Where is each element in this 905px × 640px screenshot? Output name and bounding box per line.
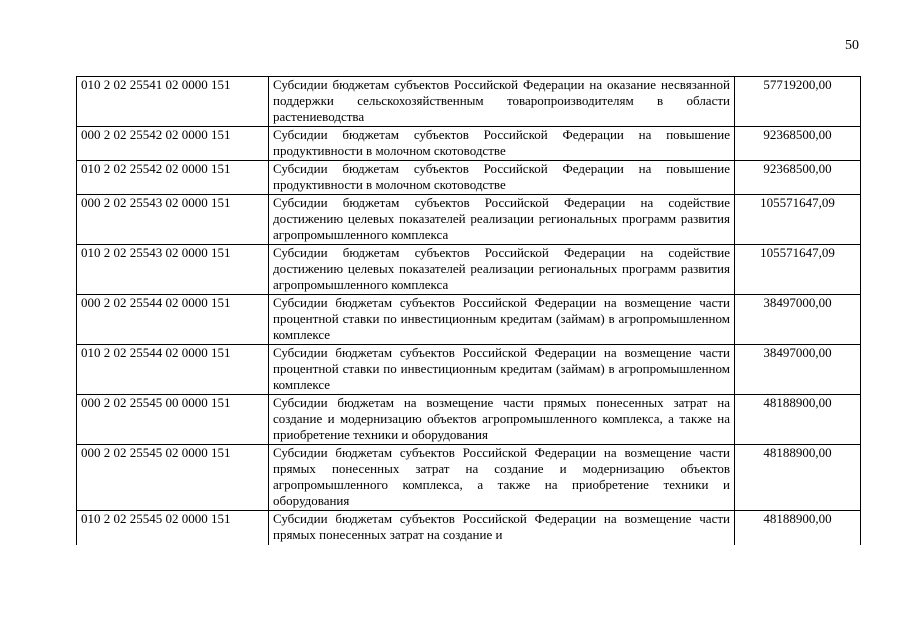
description-cell — [269, 511, 735, 546]
amount-cell: 38497000,00 — [735, 345, 861, 395]
budget-code-cell: 000 2 02 25544 02 0000 151 — [77, 295, 269, 345]
amount-cell: 48188900,00 — [735, 445, 861, 511]
budget-code-cell: 000 2 02 25545 00 0000 151 — [77, 395, 269, 445]
description-cell: Субсидии бюджетам субъектов Российской Федерации на возмещение части прямых понесенных затрат на создание и модернизацию объектов агропромышленного комплекса, а также на приобретение техники и оборудования — [269, 445, 735, 511]
table-row — [77, 195, 861, 245]
amount-cell: 48188900,00 — [735, 395, 861, 445]
table-row — [77, 445, 861, 511]
amount-cell: 48188900,00 — [735, 511, 861, 546]
budget-code-cell: 000 2 02 25545 02 0000 151 — [77, 445, 269, 511]
amount-cell: 38497000,00 — [735, 295, 861, 345]
table-row — [77, 345, 861, 395]
budget-code-cell: 010 2 02 25542 02 0000 151 — [77, 161, 269, 195]
description-cell: Субсидии бюджетам субъектов Российской Федерации на возмещение части процентной ставки по инвестиционным кредитам (займам) в агропромышленном комплексе — [269, 345, 735, 395]
table-row — [77, 295, 861, 345]
table-row — [77, 511, 861, 546]
description-cell: Субсидии бюджетам субъектов Российской Федерации на содействие достижению целевых показателей реализации региональных программ развития агропромышленного комплекса — [269, 245, 735, 295]
budget-code-cell: 010 2 02 25543 02 0000 151 — [77, 245, 269, 295]
budget-revenue-table — [76, 76, 861, 545]
description-cell: Субсидии бюджетам субъектов Российской Федерации на содействие достижению целевых показателей реализации региональных программ развития агропромышленного комплекса — [269, 195, 735, 245]
table-row — [77, 77, 861, 127]
page-number: 50 — [845, 38, 859, 53]
budget-code-cell: 000 2 02 25543 02 0000 151 — [77, 195, 269, 245]
table-row — [77, 127, 861, 161]
description-cell: Субсидии бюджетам субъектов Российской Федерации на повышение продуктивности в молочном скотоводстве — [269, 127, 735, 161]
amount-cell: 92368500,00 — [735, 161, 861, 195]
description-cell: Субсидии бюджетам на возмещение части прямых понесенных затрат на создание и модернизацию объектов агропромышленного комплекса, а также на приобретение техники и оборудования — [269, 395, 735, 445]
description-cell: Субсидии бюджетам субъектов Российской Федерации на возмещение части процентной ставки по инвестиционным кредитам (займам) в агропромышленном комплексе — [269, 295, 735, 345]
amount-cell: 92368500,00 — [735, 127, 861, 161]
budget-code-cell: 010 2 02 25545 02 0000 151 — [77, 511, 269, 546]
amount-cell: 105571647,09 — [735, 195, 861, 245]
amount-cell: 105571647,09 — [735, 245, 861, 295]
table-row — [77, 395, 861, 445]
description-cell: Субсидии бюджетам субъектов Российской Федерации на оказание несвязанной поддержки сельскохозяйственным товаропроизводителям в области растениеводства — [269, 77, 735, 127]
budget-code-cell: 010 2 02 25541 02 0000 151 — [77, 77, 269, 127]
table-row — [77, 245, 861, 295]
amount-cell: 57719200,00 — [735, 77, 861, 127]
table-row — [77, 161, 861, 195]
description-text: Субсидии бюджетам субъектов Российской Федерации на возмещение части прямых понесенных затрат на создание и — [273, 511, 730, 542]
budget-code-cell: 000 2 02 25542 02 0000 151 — [77, 127, 269, 161]
budget-code-cell: 010 2 02 25544 02 0000 151 — [77, 345, 269, 395]
description-cell: Субсидии бюджетам субъектов Российской Федерации на повышение продуктивности в молочном скотоводстве — [269, 161, 735, 195]
